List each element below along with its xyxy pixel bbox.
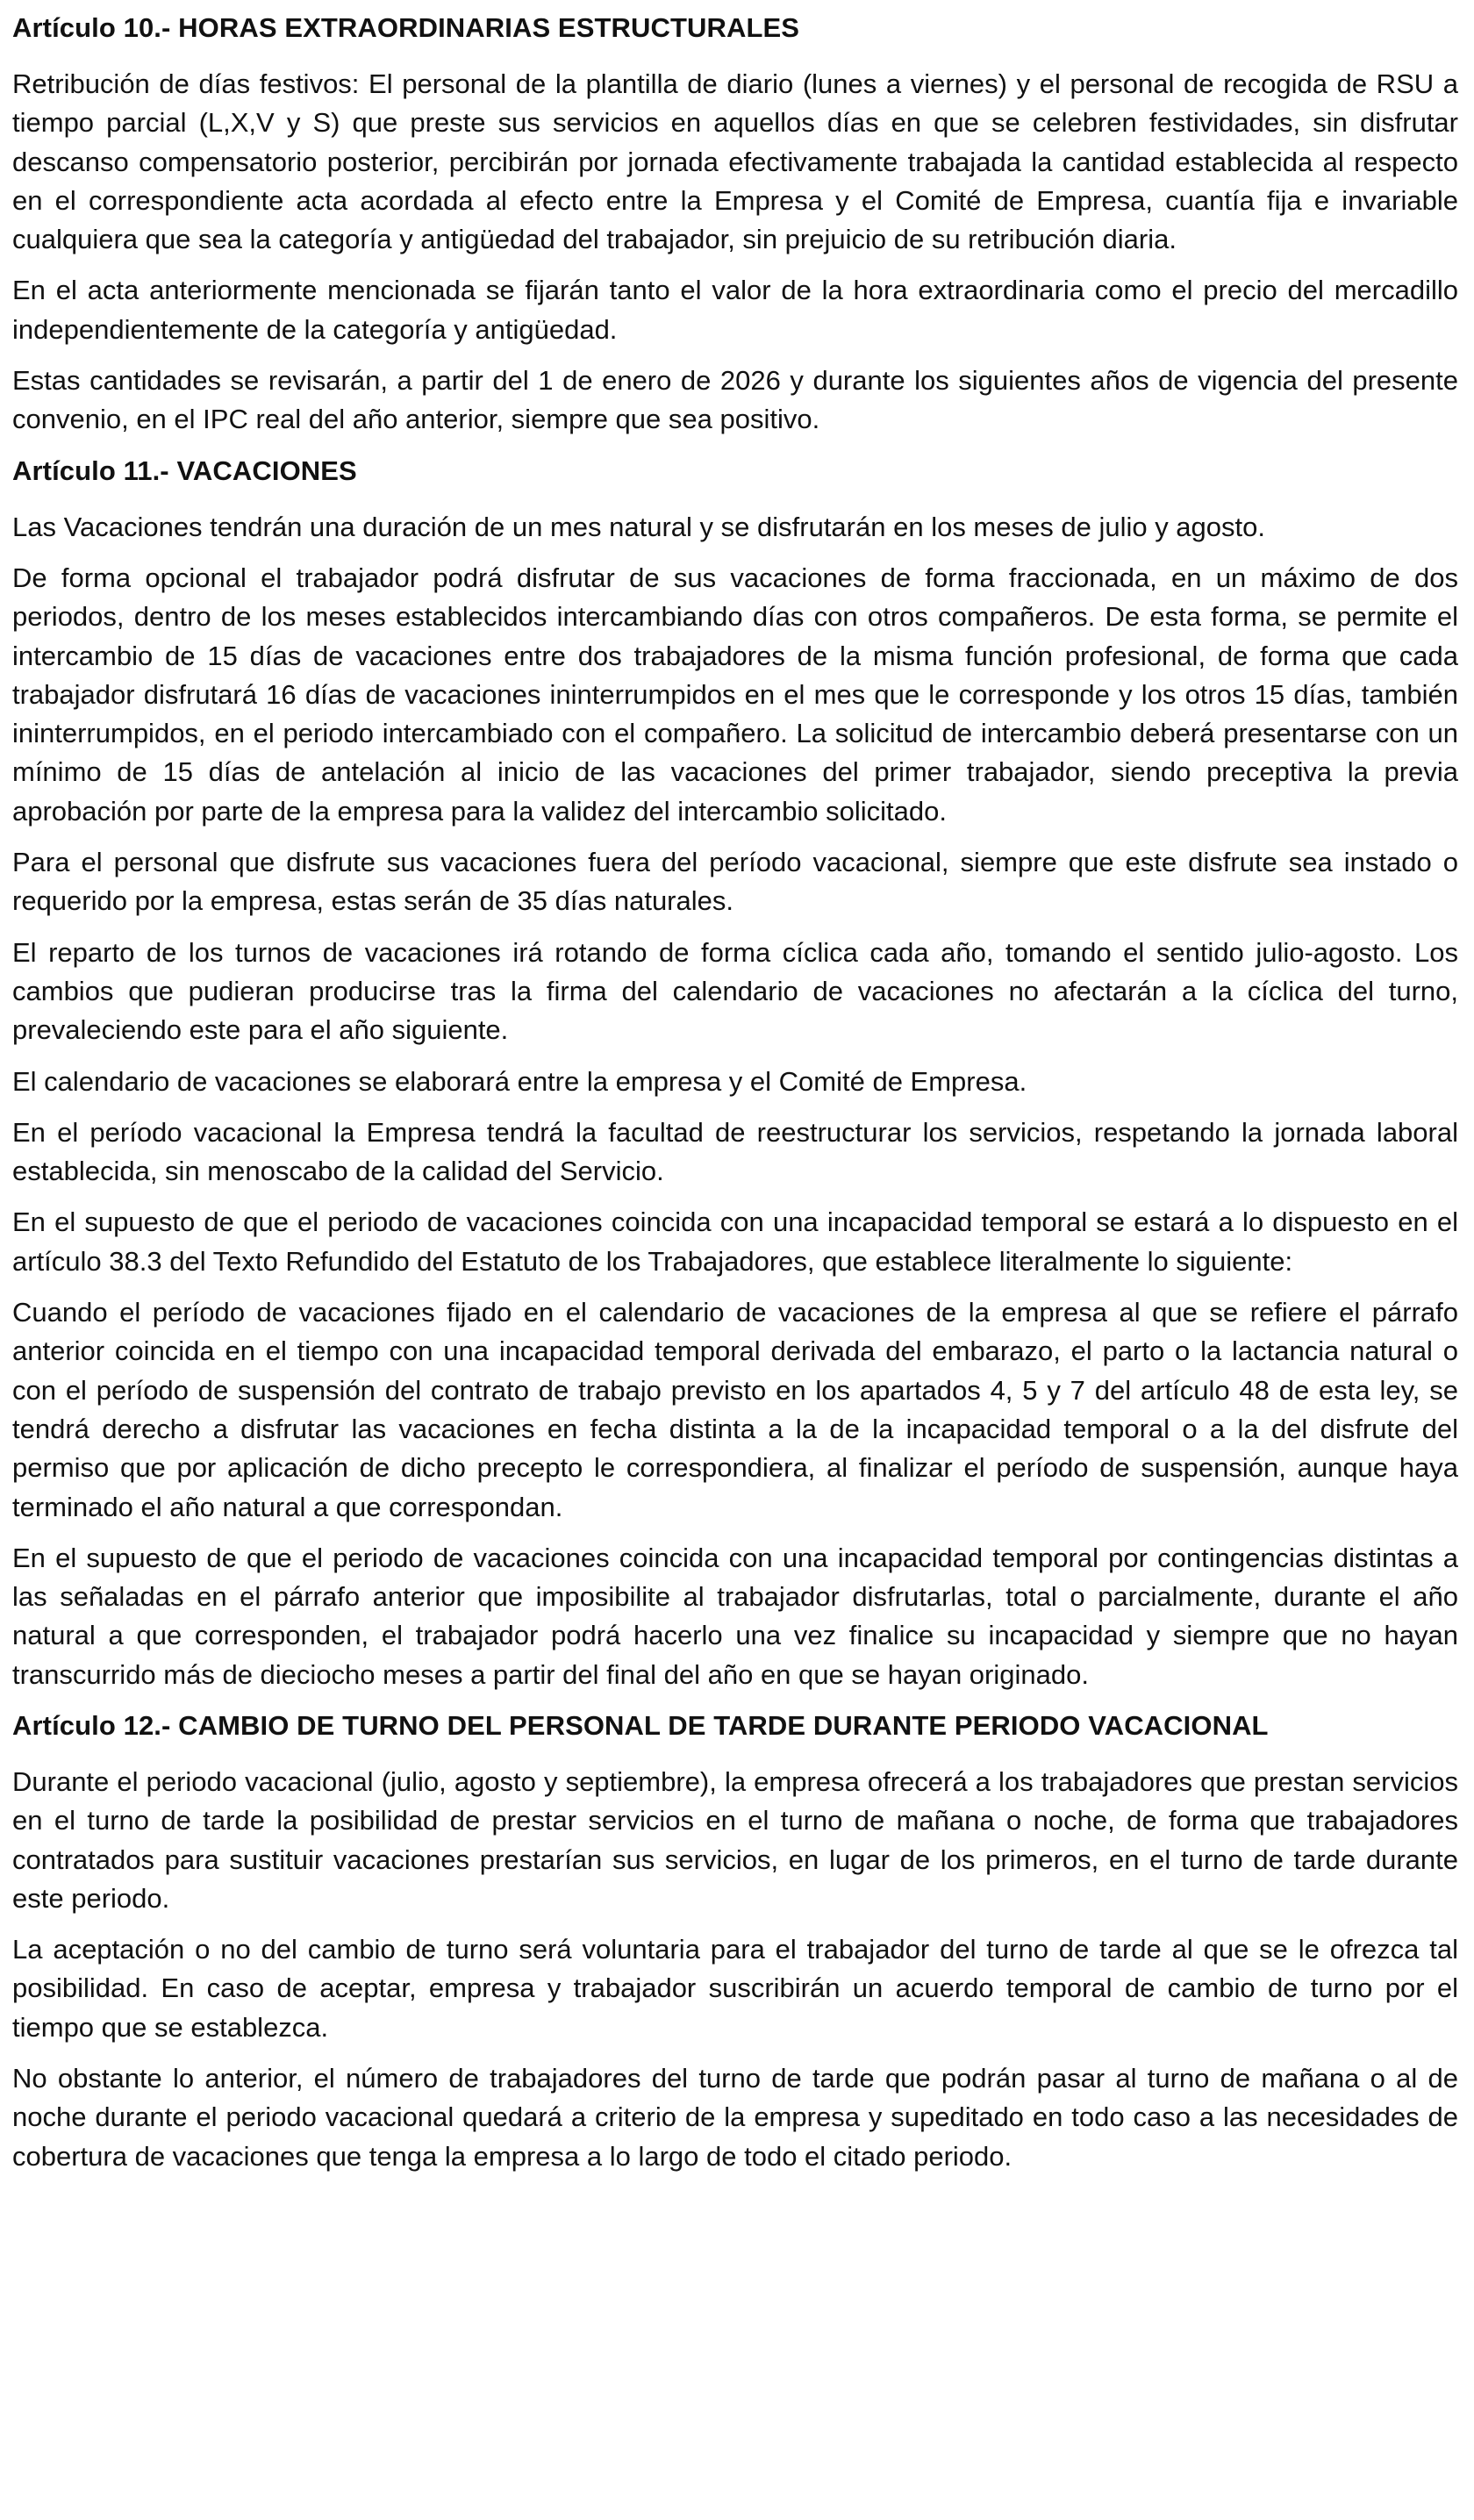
- article-11-paragraph-3: Para el personal que disfrute sus vacaciones fuera del período vacacional, siempre que este disfrute sea instado o requerido por la empresa, estas serán de 35 días naturales.: [12, 847, 1458, 917]
- article-12-paragraph-2: La aceptación o no del cambio de turno será voluntaria para el trabajador del turno de tarde al que se le ofrezca tal posibilidad. En caso de aceptar, empresa y trabajador suscribirán un acuerdo temporal de cambio de turno por el tiempo que se establezca.: [12, 1934, 1458, 2043]
- article-12-heading: Artículo 12.- CAMBIO DE TURNO DEL PERSONAL DE TARDE DURANTE PERIODO VACACIONAL: [12, 1709, 1269, 1741]
- document-page: [12, 9, 1458, 2176]
- article-12-paragraph-1: Durante el periodo vacacional (julio, agosto y septiembre), la empresa ofrecerá a los trabajadores que prestan servicios en el turno de tarde la posibilidad de prestar servicios en el turno de mañana o noche, de forma que trabajadores contratados para sustituir vacaciones prestarían sus servicios, en lugar de los primeros, en el turno de tarde durante este periodo.: [12, 1765, 1458, 1914]
- article-10: [12, 9, 1458, 440]
- article-11-paragraph-9: En el supuesto de que el periodo de vacaciones coincida con una incapacidad temporal por contingencias distintas a las señaladas en el párrafo anterior que imposibilite al trabajador disfrutarlas, total o parcialmente, durante el año natural a que corresponden, el trabajador podrá hacerlo una vez finalice su incapacidad y siempre que no hayan transcurrido más de dieciocho meses a partir del final del año en que se hayan originado.: [12, 1542, 1458, 1690]
- article-11-paragraph-2: De forma opcional el trabajador podrá disfrutar de sus vacaciones de forma fraccionada, en un máximo de dos periodos, dentro de los meses establecidos intercambiando días con otros compañeros. De esta forma, se permite el intercambio de 15 días de vacaciones entre dos trabajadores de la misma función profesional, de forma que cada trabajador disfrutará 16 días de vacaciones ininterrumpidos en el mes que le corresponde y los otros 15 días, también ininterrumpidos, en el periodo intercambiado con el compañero. La solicitud de intercambio deberá presentarse con un mínimo de 15 días de antelación al inicio de las vacaciones del primer trabajador, siendo preceptiva la previa aprobación por parte de la empresa para la validez del intercambio solicitado.: [12, 562, 1458, 827]
- article-11-heading: Artículo 11.- VACACIONES: [12, 455, 357, 486]
- article-10-paragraph-3: Estas cantidades se revisarán, a partir del 1 de enero de 2026 y durante los siguientes años de vigencia del presente convenio, en el IPC real del año anterior, siempre que sea positivo.: [12, 365, 1458, 435]
- article-11-paragraph-1: Las Vacaciones tendrán una duración de un mes natural y se disfrutarán en los meses de julio y agosto.: [12, 511, 1265, 542]
- article-11-paragraph-8: Cuando el período de vacaciones fijado en el calendario de vacaciones de la empresa al que se refiere el párrafo anterior coincida en el tiempo con una incapacidad temporal derivada del embarazo, el parto o la lactancia natural o con el período de suspensión del contrato de trabajo previsto en los apartados 4, 5 y 7 del artículo 48 de esta ley, se tendrá derecho a disfrutar las vacaciones en fecha distinta a la de la incapacidad temporal o a la del disfrute del permiso que por aplicación de dicho precepto le correspondiera, al finalizar el período de suspensión, aunque haya terminado el año natural a que correspondan.: [12, 1297, 1458, 1522]
- article-11-paragraph-4: El reparto de los turnos de vacaciones irá rotando de forma cíclica cada año, tomando el sentido julio-agosto. Los cambios que pudieran producirse tras la firma del calendario de vacaciones no afectarán a la cíclica del turno, prevaleciendo este para el año siguiente.: [12, 936, 1458, 1046]
- article-12: [12, 1707, 1458, 2176]
- article-10-paragraph-2: En el acta anteriormente mencionada se fijarán tanto el valor de la hora extraordinaria como el precio del mercadillo independientemente de la categoría y antigüedad.: [12, 275, 1458, 345]
- article-11: [12, 452, 1458, 1694]
- article-10-paragraph-1: Retribución de días festivos: El personal de la plantilla de diario (lunes a viernes) y el personal de recogida de RSU a tiempo parcial (L,X,V y S) que preste sus servicios en aquellos días en que se celebren festividades, sin disfrutar descanso compensatorio posterior, percibirán por jornada efectivamente trabajada la cantidad establecida al respecto en el correspondiente acta acordada al efecto entre la Empresa y el Comité de Empresa, cuantía fija e invariable cualquiera que sea la categoría y antigüedad del trabajador, sin prejuicio de su retribución diaria.: [12, 68, 1458, 255]
- article-11-paragraph-6: En el período vacacional la Empresa tendrá la facultad de reestructurar los servicios, respetando la jornada laboral establecida, sin menoscabo de la calidad del Servicio.: [12, 1116, 1458, 1187]
- article-10-heading: Artículo 10.- HORAS EXTRAORDINARIAS ESTRUCTURALES: [12, 12, 800, 43]
- article-12-paragraph-3: No obstante lo anterior, el número de trabajadores del turno de tarde que podrán pasar al turno de mañana o al de noche durante el periodo vacacional quedará a criterio de la empresa y supeditado en todo caso a las necesidades de cobertura de vacaciones que tenga la empresa a lo largo de todo el citado periodo.: [12, 2063, 1458, 2172]
- article-11-paragraph-5: El calendario de vacaciones se elaborará entre la empresa y el Comité de Empresa.: [12, 1065, 1027, 1097]
- article-11-paragraph-7: En el supuesto de que el periodo de vacaciones coincida con una incapacidad temporal se estará a lo dispuesto en el artículo 38.3 del Texto Refundido del Estatuto de los Trabajadores, que establece literalmente lo siguiente:: [12, 1206, 1458, 1277]
